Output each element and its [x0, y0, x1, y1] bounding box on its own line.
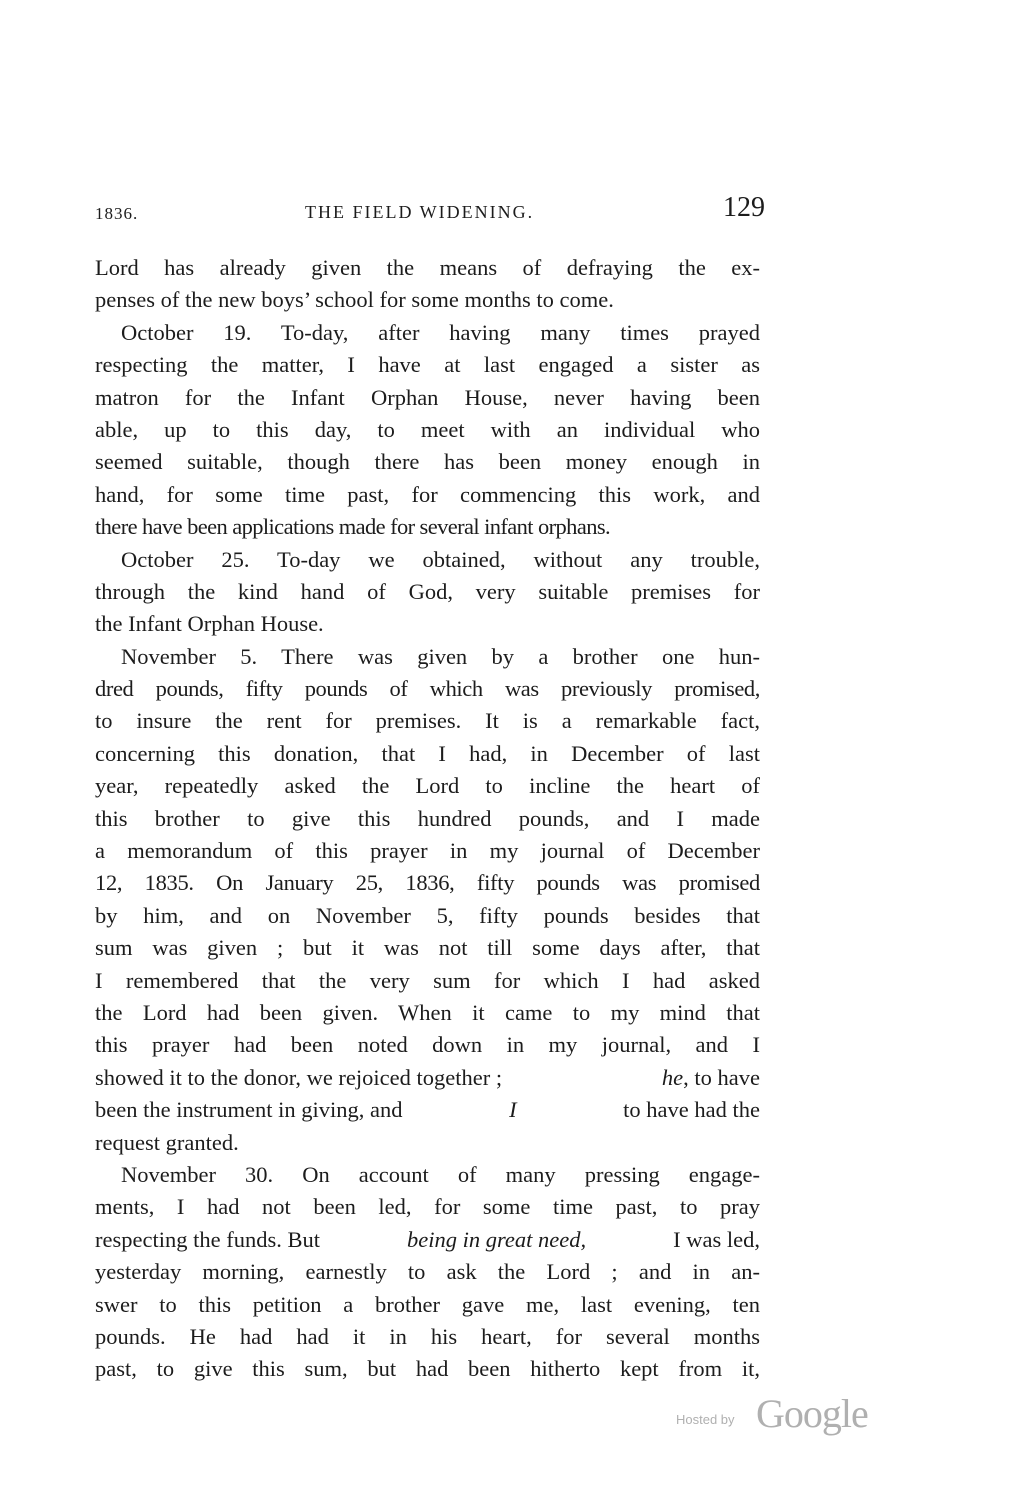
running-title: THE FIELD WIDENING.	[305, 202, 535, 222]
hosted-by-text: Hosted by	[676, 1412, 735, 1427]
text-fragment: respecting the funds. But	[95, 1226, 320, 1252]
italic-phrase: being in great need,	[406, 1226, 587, 1252]
text-line: October 25. To-day we obtained, without any trouble,	[121, 546, 760, 572]
text-line: a memorandum of this prayer in my journal of December	[95, 838, 760, 864]
google-logo: Google	[756, 1391, 868, 1436]
header-year: 1836.	[95, 204, 139, 223]
text-line	[95, 1094, 760, 1126]
text-line: I remembered that the very sum for which I had asked	[95, 967, 760, 993]
text-line: Lord has already given the means of defraying the ex-	[95, 255, 760, 280]
text-line: the Infant Orphan House.	[95, 611, 324, 637]
text-line: dred pounds, fifty pounds of which was previously promised,	[95, 676, 760, 702]
text-line: October 19. To-day, after having many times prayed	[121, 319, 760, 345]
text-fragment: showed it to the donor, we rejoiced together ;	[95, 1064, 503, 1090]
text-line: ments, I had not been led, for some time past, to pray	[95, 1194, 760, 1220]
text-line: sum was given ; but it was not till some days after, that	[95, 935, 760, 961]
running-header	[95, 192, 765, 232]
text-line: past, to give this sum, but had been hitherto kept from it,	[95, 1356, 760, 1382]
text-line: penses of the new boys’ school for some months to come.	[95, 287, 614, 313]
text-fragment	[662, 1062, 760, 1094]
text-line	[95, 1062, 760, 1094]
italic-word: he	[661, 1064, 684, 1090]
text-line: through the kind hand of God, very suitable premises for	[95, 578, 760, 604]
text-line: year, repeatedly asked the Lord to incline the heart of	[95, 773, 760, 799]
text-line: respecting the matter, I have at last engaged a sister as	[95, 352, 760, 378]
hosted-by-google-watermark	[676, 1390, 886, 1440]
text-fragment: to have had the	[623, 1097, 760, 1123]
text-fragment: been the instrument in giving, and	[95, 1097, 403, 1123]
text-line: this prayer had been noted down in my journal, and I	[95, 1032, 760, 1058]
text-line: swer to this petition a brother gave me, last evening, ten	[95, 1291, 760, 1317]
text-line: concerning this donation, that I had, in December of last	[95, 740, 760, 766]
italic-word: I	[509, 1097, 517, 1123]
text-line: pounds. He had had it in his heart, for several months	[95, 1323, 760, 1349]
text-line: hand, for some time past, for commencing this work, and	[95, 481, 760, 507]
text-line: matron for the Infant Orphan House, never having been	[95, 384, 760, 410]
text-line: 12, 1835. On January 25, 1836, fifty pounds was promised	[95, 870, 760, 896]
body-text	[95, 252, 760, 1386]
text-fragment: I was led,	[673, 1226, 760, 1252]
text-line: able, up to this day, to meet with an individual who	[95, 416, 760, 442]
text-line: request granted.	[95, 1129, 239, 1155]
text-line: by him, and on November 5, fifty pounds besides that	[95, 902, 760, 928]
text-line: the Lord had been given. When it came to my mind that	[95, 999, 760, 1025]
text-line: yesterday morning, earnestly to ask the Lord ; and in an-	[95, 1259, 760, 1285]
text-line: seemed suitable, though there has been money enough in	[95, 449, 760, 475]
text-line: this brother to give this hundred pounds, and I made	[95, 805, 760, 831]
text-line: November 5. There was given by a brother one hun-	[121, 643, 760, 669]
text-line	[95, 1224, 760, 1256]
text-line: November 30. On account of many pressing engage-	[121, 1161, 760, 1187]
text-line: to insure the rent for premises. It is a remarkable fact,	[95, 708, 760, 734]
text-line: there have been applications made for several infant orphans.	[95, 514, 611, 540]
page-number: 129	[723, 192, 765, 223]
text-fragment: , to have	[683, 1064, 760, 1090]
